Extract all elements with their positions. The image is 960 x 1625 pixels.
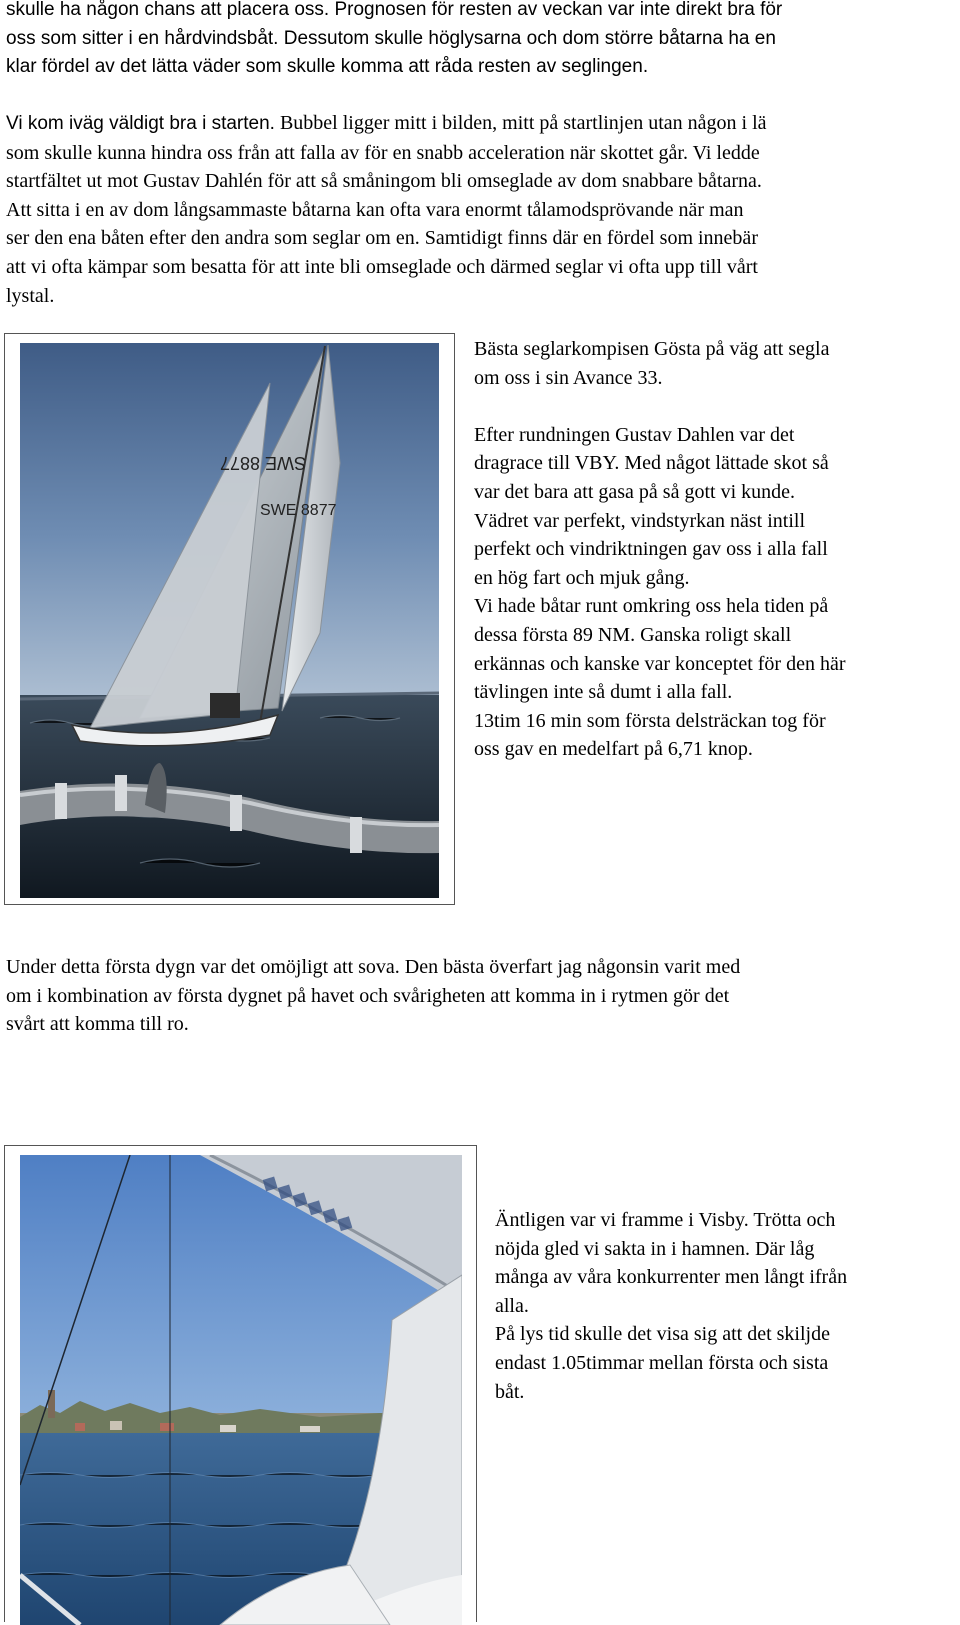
text-line: svårt att komma till ro. [6, 1013, 189, 1036]
caption-line: en hög fart och mjuk gång. [474, 566, 690, 589]
svg-text:◆◆◆◆◆◆: ◆◆◆◆◆◆ [257, 1167, 360, 1238]
caption-line: Efter rundningen Gustav Dahlen var det [474, 423, 795, 446]
start-lead: Vi kom iväg väldigt bra i starten. [6, 113, 275, 134]
caption-line: dessa första 89 NM. Ganska roligt skall [474, 623, 792, 646]
text-line: att vi ofta kämpar som besatta för att inte bli omseglade och därmed seglar vi ofta upp till vårt [6, 255, 758, 278]
visby-photo [20, 1155, 462, 1625]
caption-line: Vi hade båtar runt omkring oss hela tiden på [474, 595, 829, 618]
caption-line: endast 1.05timmar mellan första och sista [495, 1351, 829, 1374]
sail-number-lower: SWE 8877 [260, 502, 337, 519]
caption-line: Bästa seglarkompisen Gösta på väg att segla [474, 338, 830, 360]
start-paragraph [6, 109, 767, 310]
caption-line: perfekt och vindriktningen gav oss i alla fall [474, 538, 828, 561]
photo2-caption [495, 1206, 847, 1406]
sailboat-photo-frame [4, 333, 455, 905]
caption-line: var det bara att gasa på så gott vi kunde. [474, 480, 795, 503]
text-line: som skulle kunna hindra oss från att falla av för en snabb acceleration när skottet går. Vi ledde [6, 141, 760, 164]
sailboat-photo [20, 343, 439, 898]
caption-line: många av våra konkurrenter men långt ifrån [495, 1266, 848, 1289]
text-line: Att sitta i en av dom långsammaste båtarna kan ofta vara enormt tålamodsprövande när man [6, 198, 744, 221]
night-paragraph [6, 953, 740, 1039]
photo1-caption [474, 335, 846, 764]
sail-number-upper: SWE 8877 [219, 453, 306, 473]
text-line: oss som sitter i en hårdvindsbåt. Dessutom skulle höglysarna och dom större båtarna ha en [6, 27, 776, 49]
caption-line: erkännas och kanske var konceptet för den här [474, 652, 846, 675]
text-line: om i kombination av första dygnet på havet och svårigheten att komma in i rytmen gör det [6, 984, 730, 1007]
text-line: skulle ha någon chans att placera oss. Prognosen för resten av veckan var inte direkt bra för [6, 0, 783, 20]
caption-line: Vädret var perfekt, vindstyrkan näst intill [474, 509, 806, 532]
text-line: Under detta första dygn var det omöjligt att sova. Den bästa överfart jag någonsin varit med [6, 956, 741, 978]
text-line: klar fördel av det lätta väder som skulle komma att råda resten av seglingen. [6, 56, 649, 78]
caption-line: alla. [495, 1294, 529, 1317]
caption-line [474, 392, 846, 421]
caption-line: Äntligen var vi framme i Visby. Trötta och [495, 1209, 836, 1231]
caption-line: tävlingen inte så dumt i alla fall. [474, 681, 733, 704]
text-line: lystal. [6, 284, 55, 307]
caption-line: om oss i sin Avance 33. [474, 366, 663, 389]
text-line: startfältet ut mot Gustav Dahlén för att så småningom bli omseglade av dom snabbare båtarna. [6, 170, 762, 193]
text-line-mixed [6, 109, 767, 139]
text-line: ser den ena båten efter den andra som seglar om en. Samtidigt finns där en fördel som innebär [6, 227, 758, 250]
start-rest: Bubbel ligger mitt i bilden, mitt på startlinjen utan någon i lä [274, 112, 767, 134]
visby-photo-frame [4, 1145, 477, 1622]
caption-line: På lys tid skulle det visa sig att det skiljde [495, 1323, 830, 1346]
caption-line: oss gav en medelfart på 6,71 knop. [474, 738, 753, 761]
intro-paragraph [6, 0, 782, 82]
caption-line: 13tim 16 min som första delsträckan tog för [474, 709, 826, 732]
caption-line: dragrace till VBY. Med något lättade skot så [474, 452, 829, 475]
caption-line: nöjda gled vi sakta in i hamnen. Där låg [495, 1237, 815, 1260]
caption-line: båt. [495, 1380, 525, 1403]
